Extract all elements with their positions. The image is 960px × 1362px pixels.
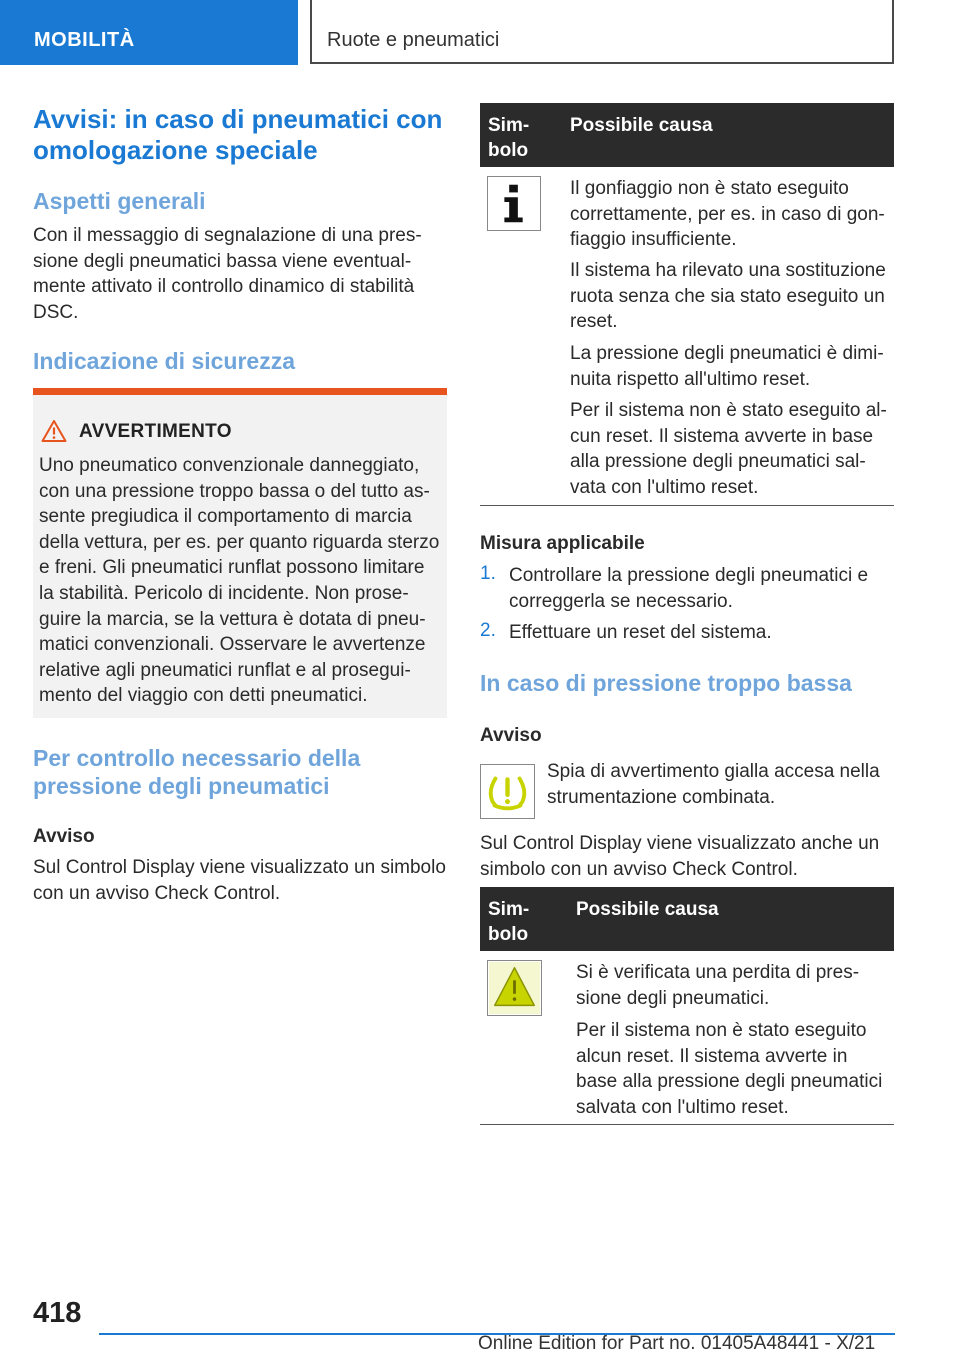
warning-title: AVVERTIMENTO <box>79 421 232 442</box>
right-notice-label: Avviso <box>480 725 542 746</box>
chapter-tab <box>310 0 894 64</box>
warning-triangle-icon <box>487 960 542 1016</box>
chapter-label: Ruote e pneumatici <box>327 29 500 51</box>
table1-col-symbol: Simbolo <box>488 115 530 161</box>
page-number: 418 <box>33 1297 82 1329</box>
footer-edition: Online Edition for Part no. 01405A48441 - X/21 <box>478 1333 876 1354</box>
lamp-text: Spia di avvertimento gialla accesa nella strumentazione combinata. <box>547 761 880 808</box>
check-heading: Per controllo necessario della pressione degli pneumatici <box>33 745 361 799</box>
table1-header <box>480 103 894 167</box>
general-text: Con il messaggio di segnalazione di una pressione degli pneumatici bassa viene eventualmente attivato il controllo dinamico di stabilità DSC. <box>33 225 422 323</box>
info-icon <box>487 176 541 231</box>
page-title: Avvisi: in caso di pneumatici con omologazione speciale <box>33 104 443 165</box>
general-heading: Aspetti generali <box>33 188 206 214</box>
step-1-text: Controllare la pressione degli pneumatici e correggerla se necessario. <box>509 565 869 612</box>
table2-bottom-rule <box>480 1124 894 1125</box>
table1-cause-1: Il gonfiaggio non è stato eseguito correttamente, per es. in caso di gonfiaggio insufficiente. <box>570 178 885 250</box>
notice-label: Avviso <box>33 826 95 847</box>
table1-cause-2: Il sistema ha rilevato una sostituzione ruota senza che sia stato eseguito un reset. <box>570 260 886 332</box>
step-2-text: Effettuare un reset del sistema. <box>509 622 772 643</box>
notice-text: Sul Control Display viene visualizzato un simbolo con un avviso Check Control. <box>33 857 446 904</box>
low-pressure-heading: In caso di pressione troppo bassa <box>480 670 852 696</box>
table2-col-symbol: Simbolo <box>488 899 530 945</box>
measure-heading: Misura applicabile <box>480 533 645 554</box>
step-1-number: 1. <box>480 563 496 584</box>
table1-col-cause: Possibile causa <box>570 115 713 136</box>
table2-cause-1: Si è verificata una perdita di pressione degli pneumatici. <box>576 962 860 1009</box>
section-tab <box>0 0 298 65</box>
display-text: Sul Control Display viene visualizzato anche un simbolo con un avviso Check Control. <box>480 833 880 880</box>
table1-bottom-rule <box>480 505 894 506</box>
table1-cause-3: La pressione degli pneumatici è diminuita rispetto all'ultimo reset. <box>570 343 884 390</box>
step-2-number: 2. <box>480 620 496 641</box>
tire-pressure-lamp-icon <box>480 764 535 819</box>
warning-box <box>33 388 447 718</box>
warning-triangle-icon <box>41 419 67 443</box>
safety-heading: Indicazione di sicurezza <box>33 348 296 374</box>
warning-text: Uno pneumatico convenzionale danneggiato, con una pressione troppo bassa o del tutto assente pregiudica il comportamento di marcia della vettura, per es. per quanto riguarda sterzo e freni. Gli pneumatici runflat possono limitare la stabilità. Pericolo di incidente. Non proseguire la marcia, se la vettura è dotata di pneumatici convenzionali. Osservare le avvertenze relative agli pneumatici runflat e al proseguimento del viaggio con detti pneumatici. <box>39 455 440 707</box>
table1-cause-4: Per il sistema non è stato eseguito alcun reset. Il sistema avverte in base alla pressione degli pneumatici salvata con l'ultimo reset. <box>570 400 887 498</box>
table2-cause-2: Per il sistema non è stato eseguito alcun reset. Il sistema avverte in base alla pressione degli pneumatici salvata con l'ultimo reset. <box>576 1020 883 1118</box>
table2-header <box>480 887 894 951</box>
table2-col-cause: Possibile causa <box>576 899 719 920</box>
section-label: MOBILITÀ <box>34 29 135 51</box>
